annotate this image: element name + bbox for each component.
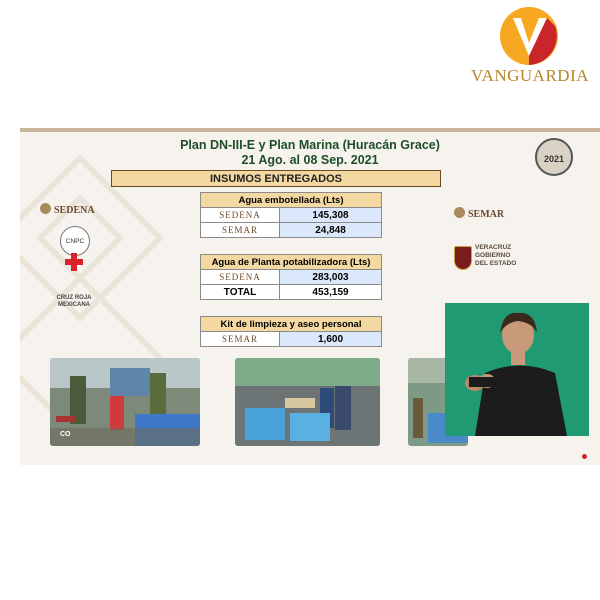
org-cell: SEMAR: [201, 223, 280, 238]
slide-subtitle: 21 Ago. al 08 Sep. 2021: [241, 153, 379, 167]
cruz-roja-label: [44, 295, 104, 309]
cruz-roja-line2: MEXICANA: [57, 302, 90, 308]
photo-water-delivery-2: [235, 358, 380, 446]
vanguardia-wordmark: VANGUARDIA: [470, 66, 590, 85]
value-cell: 283,003: [280, 270, 382, 285]
org-cell: SEMAR: [201, 332, 280, 347]
table-header: Agua de Planta potabilizadora (Lts): [201, 255, 382, 270]
photo-water-delivery-1: [50, 358, 200, 446]
cruz-roja-line1: CRUZ ROJA: [56, 295, 92, 301]
sedena-logo: [40, 200, 95, 218]
veracruz-line2: GOBIERNO: [475, 252, 511, 259]
table-agua-planta: [200, 254, 382, 300]
table-row: [201, 285, 382, 300]
table-row: [201, 270, 382, 285]
table-agua-embotellada: [200, 192, 382, 238]
value-cell: 24,848: [280, 223, 382, 238]
veracruz-logo-text: [475, 244, 516, 268]
semar-logo-text: SEMAR: [468, 209, 505, 220]
value-cell: 1,600: [280, 332, 382, 347]
total-value-cell: 453,159: [280, 285, 382, 300]
photo-caption: CO: [60, 431, 71, 438]
red-cross-icon: [64, 252, 84, 272]
sedena-emblem-icon: [40, 203, 51, 214]
anniversary-seal: 2021: [535, 138, 573, 176]
cnpc-logo: CNPC: [60, 226, 90, 256]
veracruz-line1: VERACRUZ: [475, 244, 512, 251]
org-cell: SEDENA: [201, 208, 280, 223]
veracruz-line3: DEL ESTADO: [475, 260, 517, 267]
total-label-cell: TOTAL: [201, 285, 280, 300]
table-kit-limpieza: [200, 316, 382, 347]
org-cell: SEDENA: [201, 270, 280, 285]
section-header: INSUMOS ENTREGADOS: [111, 170, 441, 187]
slide-title: Plan DN-III-E y Plan Marina (Huracán Grace): [180, 138, 440, 152]
veracruz-shield-icon: [454, 246, 472, 270]
table-row: [201, 223, 382, 238]
semar-emblem-icon: [454, 207, 465, 218]
table-header: Kit de limpieza y aseo personal: [201, 317, 382, 332]
table-row: [201, 332, 382, 347]
table-row: [201, 208, 382, 223]
value-cell: 145,308: [280, 208, 382, 223]
sign-language-interpreter-video: [445, 303, 589, 436]
sedena-logo-text: SEDENA: [54, 205, 95, 216]
slide-top-strip: [20, 128, 600, 132]
vanguardia-logo-icon: [499, 6, 559, 66]
semar-logo: [454, 204, 504, 222]
slide-indicator-icon: [582, 454, 587, 459]
table-header: Agua embotellada (Lts): [201, 193, 382, 208]
